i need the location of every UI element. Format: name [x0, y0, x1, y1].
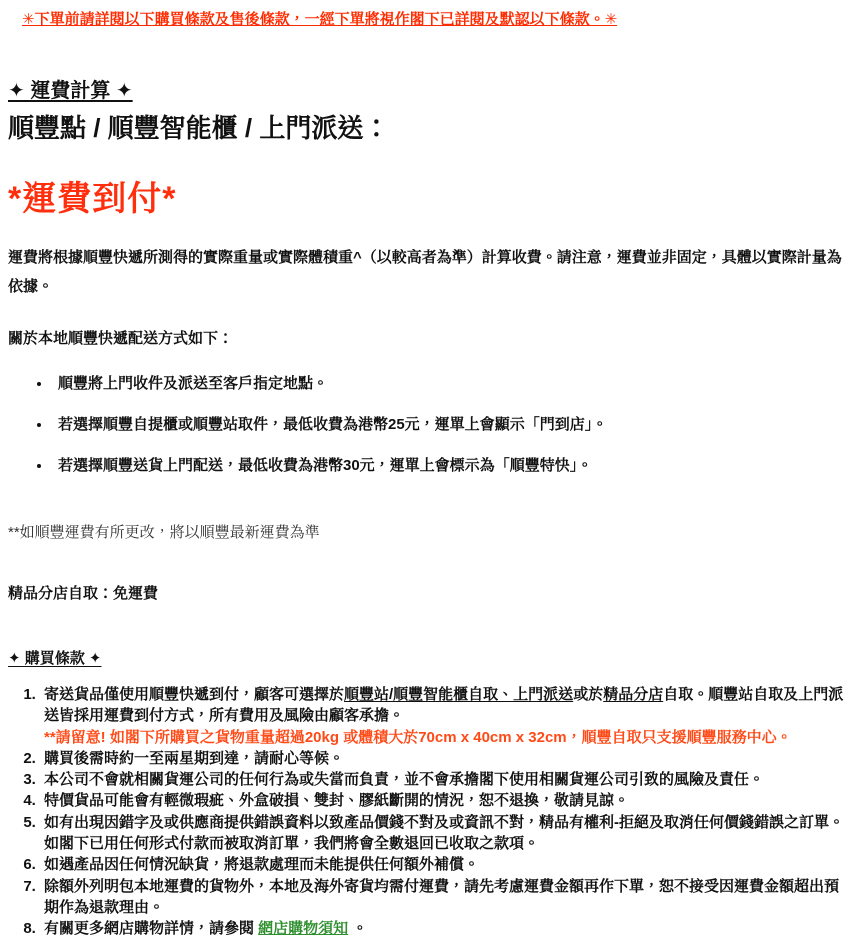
- list-item: • 順豐將上門收件及派送至客戶指定地點。: [52, 372, 853, 393]
- purchase-terms-list: [8, 684, 853, 940]
- delivery-methods-subheading: 順豐點 / 順豐智能櫃 / 上門派送：: [8, 112, 390, 143]
- size-weight-warning: **請留意! 如閣下所購買之貨物重量超過20kg 或體積大於70cm x 40cm x 32cm，順豐自取只支援順豐服務中心。: [44, 728, 792, 746]
- delivery-methods-intro: 關於本地順豐快遞配送方式如下：: [8, 330, 234, 347]
- fee-calculation-paragraph: 運費將根據順豐快遞所測得的實際重量或實際體積重^（以較高者為準）計算收費。請注意，運費並非固定，具體以實際計量為依據。: [8, 248, 842, 295]
- term-item: 3. 本公司不會就相關貨運公司的任何行為或失當而負責，並不會承擔閣下使用相關貨運公司引致的風險及責任。: [40, 769, 853, 790]
- term-item-text: 寄送貨品僅使用順豐快遞到付，顧客可選擇於: [44, 686, 345, 703]
- term-item: [40, 918, 853, 939]
- fee-change-note: **如順豐運費有所更改，將以順豐最新運費為準: [8, 524, 320, 541]
- term-item-text: 或於: [573, 686, 604, 703]
- term-item: 2. 購買後需時約一至兩星期到達，請耐心等候。: [40, 748, 853, 769]
- boutique-store-underlined: 精品分店: [603, 686, 664, 703]
- delivery-methods-list: [8, 372, 853, 475]
- term-item: 7. 除額外列明包本地運費的貨物外，本地及海外寄貨均需付運費，請先考慮運費金額再作下單，恕不接受因運費金額超出預期作為退款理由。: [40, 876, 853, 919]
- term-item-text: 有關更多網店購物詳情，請參閱: [44, 920, 259, 938]
- term-item-text: 。: [348, 920, 368, 938]
- term-item: 5. 如有出現因錯字及或供應商提供錯誤資料以致產品價錢不對及或資訊不對，精品有權利-拒絕及取消任何價錢錯誤之訂單。如閣下已用任何形式付款而被取消訂單，我們將會全數退回已收取之款項。: [40, 812, 853, 855]
- term-item: 6. 如遇產品因任何情況缺貨，將退款處理而未能提供任何額外補償。: [40, 854, 853, 875]
- shop-guide-link[interactable]: 網店購物須知: [258, 920, 349, 938]
- term-item-text: 自取。順豐站自取及上門派送皆採用運費到付方式，所有費用及風險由顧客承擔。: [44, 686, 844, 725]
- freight-collect-banner: *運費到付*: [8, 179, 177, 218]
- list-item: • 若選擇順豐自提櫃或順豐站取件，最低收費為港幣25元，運單上會顯示「門到店」。: [52, 413, 853, 434]
- term-item: 4. 特價貨品可能會有輕微瑕疵、外盒破損、雙封、膠紙斷開的情況，恕不退換，敬請見諒。: [40, 790, 853, 811]
- shipping-fee-heading: ✦ 運費計算 ✦: [8, 79, 133, 102]
- term-item: [40, 684, 853, 748]
- list-item: • 若選擇順豐送貨上門配送，最低收費為港幣30元，運單上會標示為「順豐特快」。: [52, 454, 853, 475]
- pre-order-notice: ✳下單前請詳閱以下購買條款及售後條款，一經下單將視作閣下已詳閱及默認以下條款。✳: [22, 11, 618, 28]
- pickup-options-underlined: 順豐站/順豐智能櫃自取、上門派送: [344, 686, 574, 703]
- purchase-terms-heading: ✦ 購買條款 ✦: [8, 650, 102, 667]
- store-pickup-note: 精品分店自取：免運費: [8, 585, 159, 602]
